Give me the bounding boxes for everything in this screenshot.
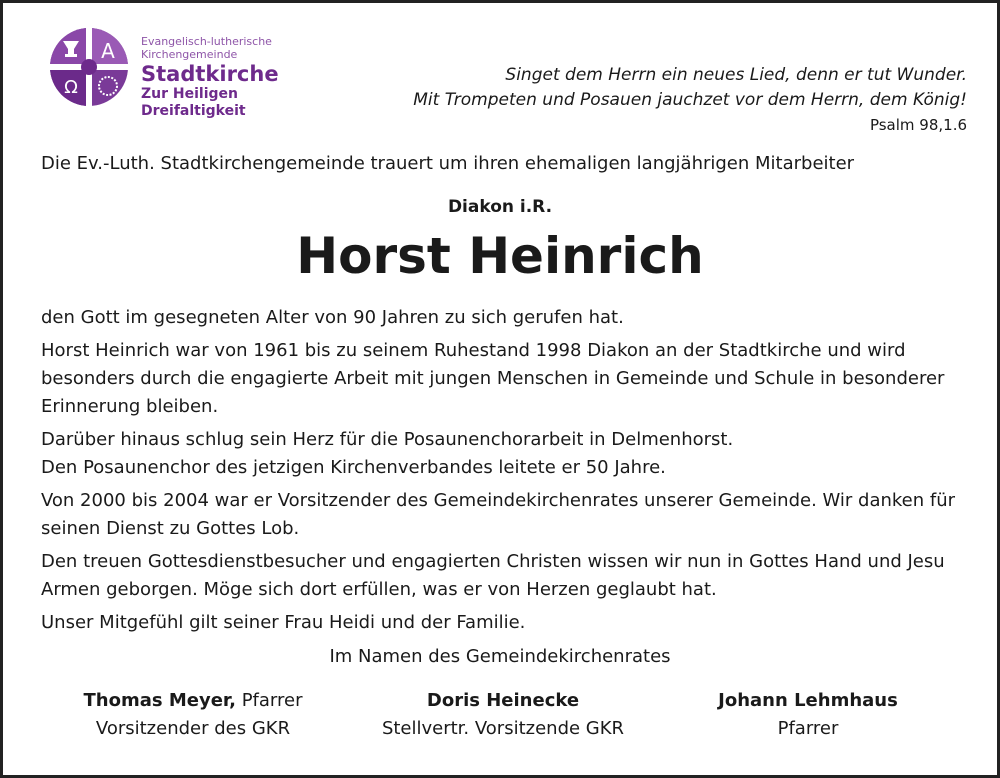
logo-subtitle: Zur Heiligen Dreifaltigkeit bbox=[141, 86, 246, 119]
logo-line1: Evangelisch-lutherische bbox=[141, 35, 272, 48]
signatory-name: Johann Lehmhaus bbox=[718, 690, 898, 711]
svg-text:Ω: Ω bbox=[64, 77, 78, 98]
signatory-suffix: Pfarrer bbox=[235, 690, 303, 711]
signatory-name: Thomas Meyer, bbox=[83, 690, 236, 711]
paragraph: den Gott im gesegneten Alter von 90 Jahren zu sich gerufen hat. bbox=[41, 307, 624, 328]
church-logo bbox=[49, 27, 339, 119]
signatory-role: Stellvertr. Vorsitzende GKR bbox=[381, 718, 625, 739]
signatory-role: Vorsitzender des GKR bbox=[95, 718, 291, 739]
paragraph: Den Posaunenchor des jetzigen Kirchenverbandes leitete er 50 Jahre. bbox=[41, 457, 666, 478]
intro-text: Die Ev.-Luth. Stadtkirchengemeinde trauert um ihren ehemaligen langjährigen Mitarbeiter bbox=[41, 153, 855, 174]
signatory bbox=[43, 687, 343, 743]
paragraph: Darüber hinaus schlug sein Herz für die Posaunenchorarbeit in Delmenhorst. bbox=[41, 429, 734, 450]
paragraph: Von 2000 bis 2004 war er Vorsitzender des Gemeindekirchenrates unserer Gemeinde. Wir danken für seinen Dienst zu Gottes Lob. bbox=[41, 490, 956, 539]
psalm-verse bbox=[413, 63, 967, 138]
verse-line2: Mit Trompeten und Posauen jauchzet vor dem Herrn, dem König! bbox=[413, 90, 967, 110]
paragraph: Horst Heinrich war von 1961 bis zu seinem Ruhestand 1998 Diakon an der Stadtkirche und wird besonders durch die engagierte Arbeit mit jungen Menschen in Gemeinde und Schule in besonderer Erinnerung bleiben. bbox=[41, 340, 945, 417]
deceased-title: Diakon i.R. bbox=[447, 197, 553, 217]
paragraph: Den treuen Gottesdienstbesucher und engagierten Christen wissen wir nun in Gottes Hand und Jesu Armen geborgen. Möge sich dort erfüllen, was er von Herzen geglaubt hat. bbox=[41, 551, 945, 600]
signatory-name: Doris Heinecke bbox=[426, 690, 580, 711]
church-cross-emblem-icon bbox=[49, 27, 129, 107]
svg-text:Α: Α bbox=[101, 39, 115, 63]
signatory-role: Pfarrer bbox=[777, 718, 839, 739]
deceased-name: Horst Heinrich bbox=[296, 227, 704, 285]
verse-line1: Singet dem Herrn ein neues Lied, denn er tut Wunder. bbox=[505, 65, 967, 85]
paragraph: Unser Mitgefühl gilt seiner Frau Heidi und der Familie. bbox=[41, 612, 526, 633]
closing-line: Im Namen des Gemeindekirchenrates bbox=[329, 646, 671, 667]
logo-line2: Kirchengemeinde bbox=[141, 48, 238, 61]
signatory bbox=[363, 687, 643, 743]
logo-name: Stadtkirche bbox=[141, 62, 279, 86]
signatory bbox=[673, 687, 943, 743]
obituary-body bbox=[41, 304, 971, 642]
verse-reference: Psalm 98,1.6 bbox=[869, 116, 967, 134]
